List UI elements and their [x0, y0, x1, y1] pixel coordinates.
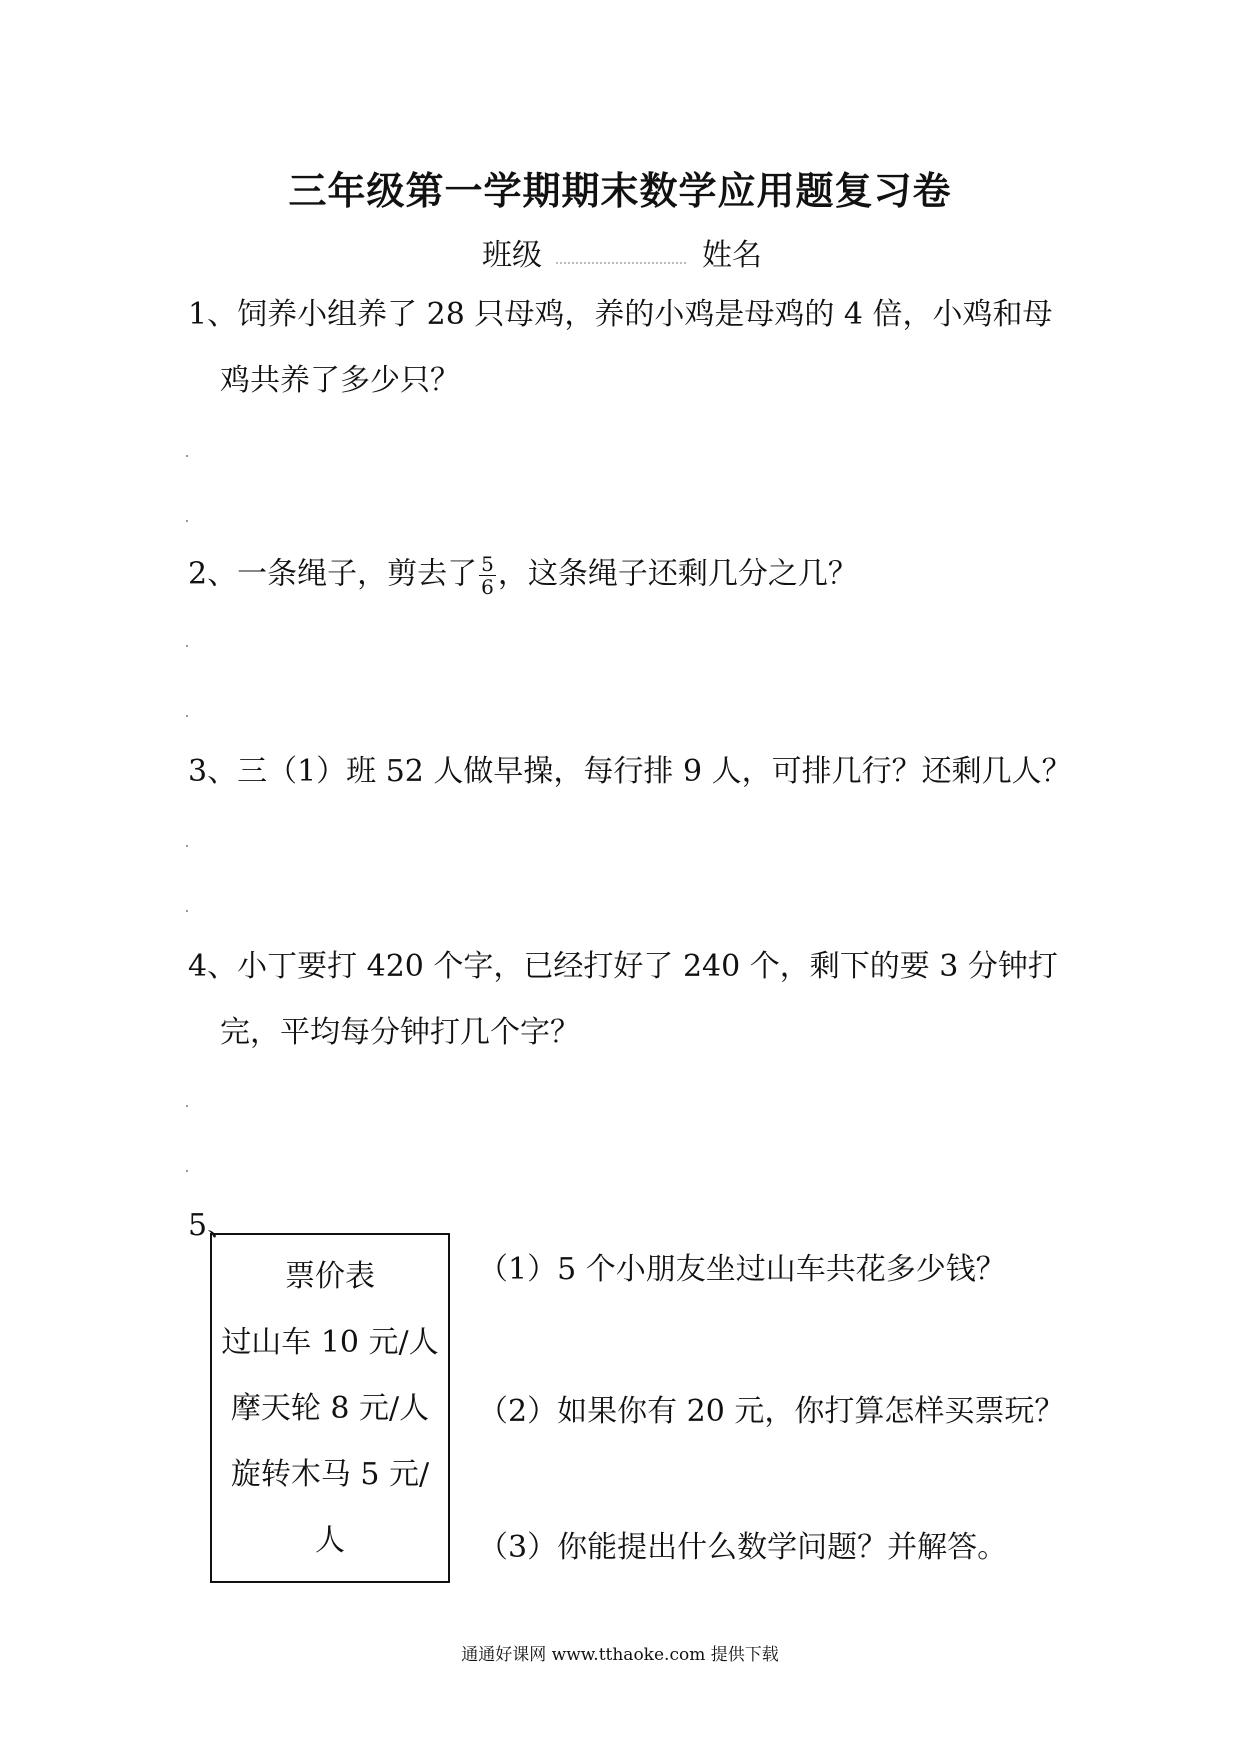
subquestion-2: （2）如果你有 20 元，你打算怎样买票玩？	[478, 1394, 1065, 1429]
price-table-title: 票价表	[285, 1259, 375, 1294]
question-4-line-1: 4、小丁要打 420 个字，已经打好了 240 个，剩下的要 3 分钟打	[188, 949, 1058, 984]
class-blank	[556, 262, 686, 264]
question-2-prefix: 2、一条绳子，剪去了	[188, 556, 478, 592]
subquestion-3: （3）你能提出什么数学问题？并解答。	[478, 1530, 1008, 1565]
fraction-denominator: 6	[481, 575, 494, 599]
footer-credit: 通通好课网 www.tthaoke.com 提供下载	[461, 1645, 779, 1665]
price-table-row: 摩天轮 8 元/人	[230, 1391, 430, 1426]
price-table-row: 旋转木马 5 元/	[230, 1457, 430, 1492]
scan-mark	[186, 910, 188, 912]
question-1-line-2: 鸡共养了多少只？	[220, 363, 460, 398]
fraction	[479, 553, 496, 598]
page-title: 三年级第一学期期末数学应用题复习卷	[288, 168, 952, 213]
scan-mark	[186, 645, 188, 647]
name-label: 姓名	[702, 238, 762, 273]
scan-mark	[186, 845, 188, 847]
question-2	[188, 553, 858, 598]
class-label: 班级	[482, 238, 542, 273]
subquestion-1: （1）5 个小朋友坐过山车共花多少钱？	[478, 1252, 1006, 1287]
scan-mark	[186, 520, 188, 522]
scan-mark	[186, 1105, 188, 1107]
scan-mark	[186, 1170, 188, 1172]
price-table	[210, 1233, 450, 1583]
price-table-row: 过山车 10 元/人	[221, 1325, 439, 1360]
question-2-suffix: ，这条绳子还剩几分之几？	[497, 556, 858, 592]
price-table-row: 人	[315, 1523, 345, 1558]
fraction-numerator: 5	[481, 552, 494, 576]
question-5-number: 5、	[188, 1208, 238, 1243]
scan-mark	[186, 715, 188, 717]
scan-mark	[186, 455, 188, 457]
question-3: 3、三（1）班 52 人做早操，每行排 9 人，可排几行？还剩几人？	[188, 754, 1072, 789]
question-1-line-1: 1、饲养小组养了 28 只母鸡，养的小鸡是母鸡的 4 倍，小鸡和母	[188, 297, 1053, 332]
question-4-line-2: 完，平均每分钟打几个字？	[220, 1015, 580, 1050]
